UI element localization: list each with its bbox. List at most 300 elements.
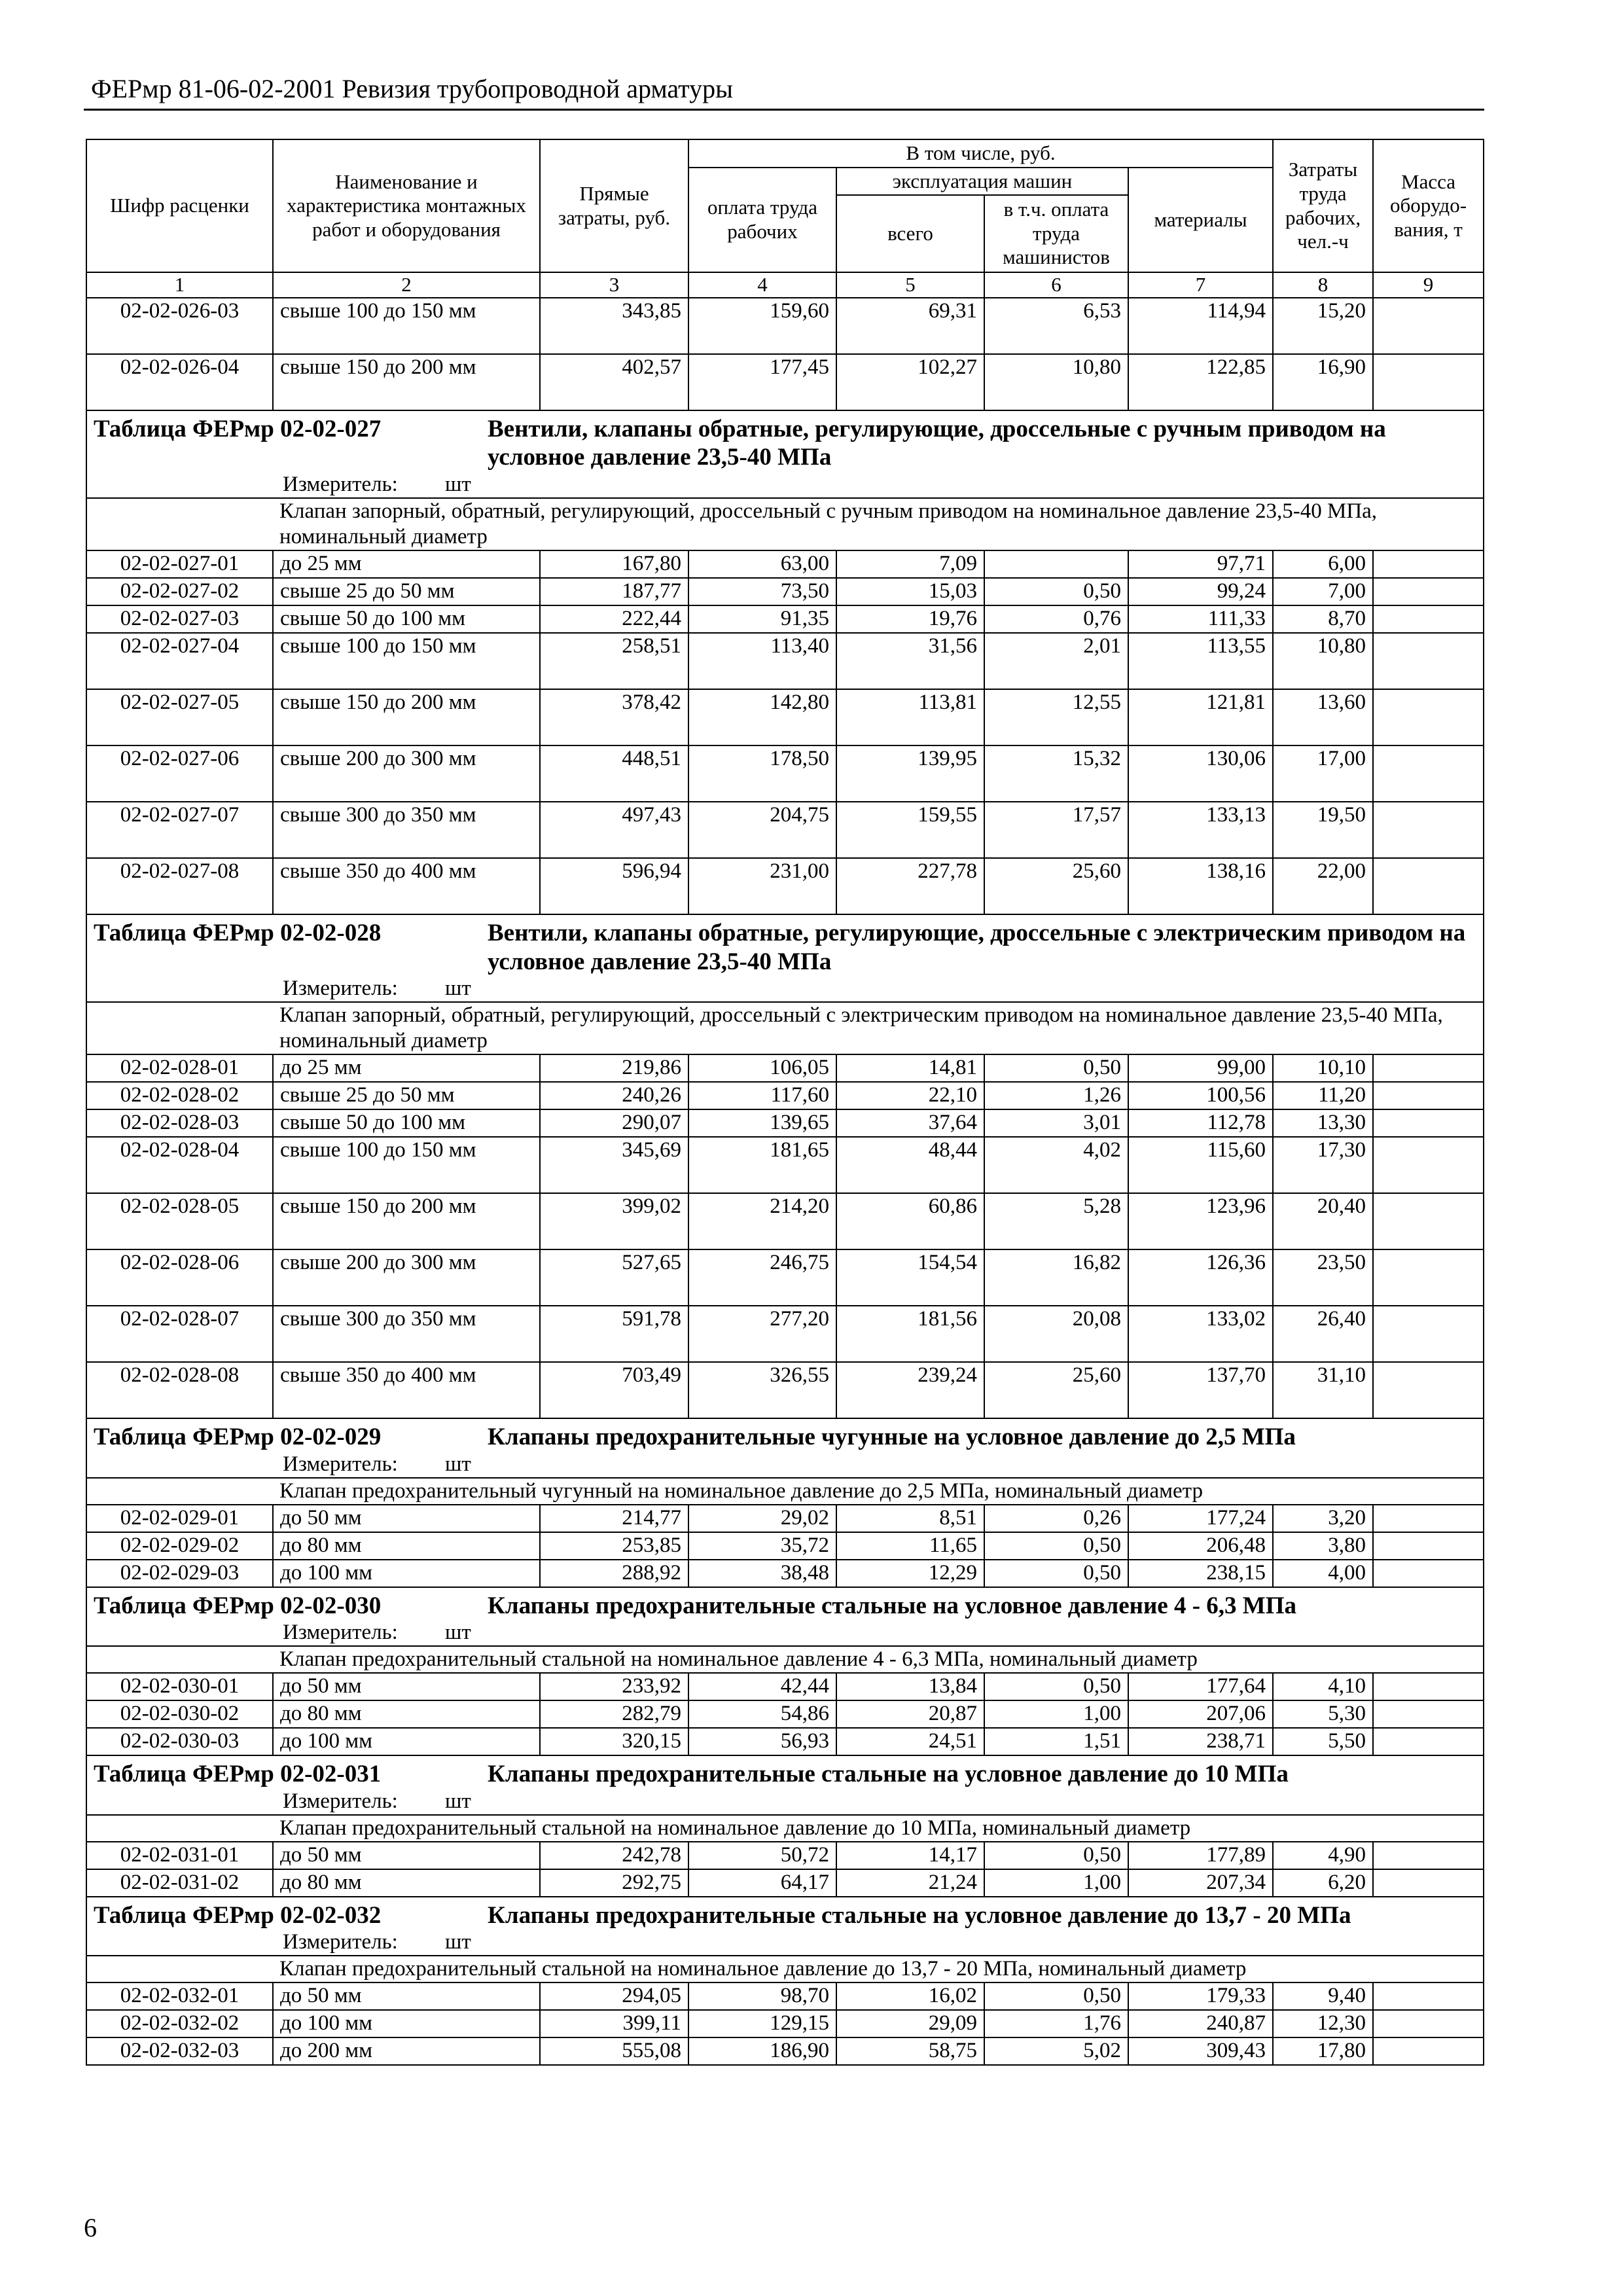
work-name: свыше 100 до 150 мм (273, 298, 540, 354)
section-title: Вентили, клапаны обратные, регулирующие, дроссельные с ручным приводом на условное давление 23,5-40 МПа (488, 415, 1386, 471)
equipment-mass (1373, 2010, 1484, 2037)
rate-code: 02-02-027-08 (86, 858, 273, 914)
rate-code: 02-02-027-02 (86, 578, 273, 605)
rate-code: 02-02-027-07 (86, 802, 273, 858)
unit-row (86, 472, 1484, 498)
machines-pay: 1,76 (984, 2010, 1128, 2037)
unit-value: шт (445, 1452, 471, 1476)
column-numbers-row (86, 272, 1484, 298)
work-name: до 50 мм (273, 1842, 540, 1869)
machines-pay: 0,50 (984, 578, 1128, 605)
rate-code: 02-02-027-04 (86, 633, 273, 689)
work-name: свыше 50 до 100 мм (273, 1109, 540, 1137)
col-header-machines-pay: в т.ч. оплата труда машинистов (984, 195, 1128, 272)
work-name: до 100 мм (273, 1560, 540, 1587)
materials-cost: 112,78 (1128, 1109, 1273, 1137)
labor-pay: 142,80 (688, 689, 836, 745)
materials-cost: 207,06 (1128, 1700, 1273, 1728)
section-label: Таблица ФЕРмр 02-02-028 (94, 919, 382, 946)
unit-value: шт (445, 473, 471, 497)
equipment-mass (1373, 1082, 1484, 1109)
labor-hours: 16,90 (1273, 354, 1373, 410)
col-header-labor-pay: оплата труда рабочих (688, 168, 836, 273)
table-row (86, 802, 1484, 858)
work-name: свыше 350 до 400 мм (273, 1362, 540, 1418)
col-header-machines-total: всего (836, 195, 984, 272)
direct-cost: 497,43 (540, 802, 688, 858)
table-row (86, 633, 1484, 689)
rate-code: 02-02-027-06 (86, 745, 273, 802)
labor-pay: 204,75 (688, 802, 836, 858)
table-row (86, 1306, 1484, 1362)
equipment-mass (1373, 1869, 1484, 1897)
labor-hours: 19,50 (1273, 802, 1373, 858)
work-name: до 50 мм (273, 1673, 540, 1700)
labor-hours: 4,00 (1273, 1560, 1373, 1587)
section-description: Клапан предохранительный стальной на номинальное давление 4 - 6,3 МПа, номинальный диаметр (273, 1646, 1484, 1673)
materials-cost: 99,00 (1128, 1054, 1273, 1082)
labor-hours: 15,20 (1273, 298, 1373, 354)
labor-hours: 5,50 (1273, 1728, 1373, 1755)
equipment-mass (1373, 1306, 1484, 1362)
labor-pay: 246,75 (688, 1249, 836, 1306)
unit-label: Измеритель: (283, 1930, 398, 1954)
work-name: свыше 200 до 300 мм (273, 1249, 540, 1306)
labor-pay: 38,48 (688, 1560, 836, 1587)
rate-code: 02-02-028-02 (86, 1082, 273, 1109)
col-header-machines: эксплуатация машин (836, 168, 1128, 196)
labor-pay: 177,45 (688, 354, 836, 410)
work-name: до 100 мм (273, 2010, 540, 2037)
work-name: свыше 150 до 200 мм (273, 1193, 540, 1249)
rate-code: 02-02-031-01 (86, 1842, 273, 1869)
labor-pay: 29,02 (688, 1505, 836, 1532)
labor-pay: 63,00 (688, 550, 836, 578)
direct-cost: 343,85 (540, 298, 688, 354)
work-name: до 200 мм (273, 2037, 540, 2065)
labor-hours: 12,30 (1273, 2010, 1373, 2037)
materials-cost: 177,64 (1128, 1673, 1273, 1700)
rate-code: 02-02-030-01 (86, 1673, 273, 1700)
unit-label: Измеритель: (283, 1452, 398, 1476)
machines-total: 19,76 (836, 605, 984, 633)
work-name: свыше 50 до 100 мм (273, 605, 540, 633)
machines-pay: 0,50 (984, 1842, 1128, 1869)
direct-cost: 167,80 (540, 550, 688, 578)
table-row (86, 689, 1484, 745)
labor-pay: 214,20 (688, 1193, 836, 1249)
machines-pay: 0,26 (984, 1505, 1128, 1532)
labor-pay: 178,50 (688, 745, 836, 802)
materials-cost: 206,48 (1128, 1532, 1273, 1560)
machines-total: 113,81 (836, 689, 984, 745)
machines-pay: 25,60 (984, 858, 1128, 914)
machines-pay: 0,76 (984, 605, 1128, 633)
table-section-title (86, 1755, 1484, 1789)
machines-pay: 1,00 (984, 1700, 1128, 1728)
direct-cost: 240,26 (540, 1082, 688, 1109)
materials-cost: 114,94 (1128, 298, 1273, 354)
equipment-mass (1373, 802, 1484, 858)
direct-cost: 527,65 (540, 1249, 688, 1306)
table-row (86, 745, 1484, 802)
machines-pay: 1,51 (984, 1728, 1128, 1755)
materials-cost: 111,33 (1128, 605, 1273, 633)
work-name: до 25 мм (273, 1054, 540, 1082)
labor-hours: 10,80 (1273, 633, 1373, 689)
work-name: до 80 мм (273, 1532, 540, 1560)
equipment-mass (1373, 745, 1484, 802)
column-number: 8 (1273, 272, 1373, 298)
table-row (86, 1560, 1484, 1587)
work-name: свыше 150 до 200 мм (273, 689, 540, 745)
table-row (86, 1869, 1484, 1897)
rate-code: 02-02-026-03 (86, 298, 273, 354)
table-row (86, 2010, 1484, 2037)
column-number: 7 (1128, 272, 1273, 298)
equipment-mass (1373, 298, 1484, 354)
direct-cost: 233,92 (540, 1673, 688, 1700)
table-body (86, 298, 1484, 2065)
materials-cost: 100,56 (1128, 1082, 1273, 1109)
labor-hours: 13,60 (1273, 689, 1373, 745)
direct-cost: 345,69 (540, 1137, 688, 1193)
rate-code: 02-02-028-05 (86, 1193, 273, 1249)
section-description-row (86, 1478, 1484, 1505)
materials-cost: 123,96 (1128, 1193, 1273, 1249)
equipment-mass (1373, 605, 1484, 633)
rate-code: 02-02-027-03 (86, 605, 273, 633)
direct-cost: 703,49 (540, 1362, 688, 1418)
table-section-title (86, 1897, 1484, 1930)
labor-hours: 23,50 (1273, 1249, 1373, 1306)
section-description: Клапан предохранительный стальной на номинальное давление до 13,7 - 20 МПа, номинальный диаметр (273, 1956, 1484, 1982)
materials-cost: 177,89 (1128, 1842, 1273, 1869)
labor-pay: 73,50 (688, 578, 836, 605)
work-name: до 25 мм (273, 550, 540, 578)
materials-cost: 113,55 (1128, 633, 1273, 689)
labor-pay: 50,72 (688, 1842, 836, 1869)
table-row (86, 1109, 1484, 1137)
machines-total: 31,56 (836, 633, 984, 689)
rate-code: 02-02-027-01 (86, 550, 273, 578)
materials-cost: 238,71 (1128, 1728, 1273, 1755)
labor-pay: 186,90 (688, 2037, 836, 2065)
direct-cost: 282,79 (540, 1700, 688, 1728)
labor-pay: 129,15 (688, 2010, 836, 2037)
materials-cost: 309,43 (1128, 2037, 1273, 2065)
section-title: Клапаны предохранительные чугунные на условное давление до 2,5 МПа (488, 1423, 1296, 1450)
section-label: Таблица ФЕРмр 02-02-027 (94, 415, 382, 442)
labor-hours: 7,00 (1273, 578, 1373, 605)
equipment-mass (1373, 1137, 1484, 1193)
work-name: свыше 300 до 350 мм (273, 802, 540, 858)
unit-row (86, 1620, 1484, 1646)
labor-pay: 326,55 (688, 1362, 836, 1418)
col-header-name: Наименование и характеристика монтажных работ и оборудования (273, 139, 540, 272)
rate-code: 02-02-030-02 (86, 1700, 273, 1728)
rate-code: 02-02-028-01 (86, 1054, 273, 1082)
direct-cost: 596,94 (540, 858, 688, 914)
work-name: свыше 25 до 50 мм (273, 578, 540, 605)
unit-label: Измеритель: (283, 473, 398, 497)
machines-pay: 1,26 (984, 1082, 1128, 1109)
machines-pay: 0,50 (984, 1982, 1128, 2010)
table-row (86, 1137, 1484, 1193)
column-number: 2 (273, 272, 540, 298)
materials-cost: 130,06 (1128, 745, 1273, 802)
labor-pay: 106,05 (688, 1054, 836, 1082)
machines-total: 48,44 (836, 1137, 984, 1193)
section-title: Клапаны предохранительные стальные на условное давление до 13,7 - 20 МПа (488, 1901, 1351, 1929)
table-row (86, 858, 1484, 914)
work-name: свыше 200 до 300 мм (273, 745, 540, 802)
labor-hours: 5,30 (1273, 1700, 1373, 1728)
labor-pay: 91,35 (688, 605, 836, 633)
column-number: 1 (86, 272, 273, 298)
machines-total: 22,10 (836, 1082, 984, 1109)
unit-row (86, 1452, 1484, 1478)
equipment-mass (1373, 1109, 1484, 1137)
section-label: Таблица ФЕРмр 02-02-030 (94, 1592, 382, 1619)
section-description-row (86, 1646, 1484, 1673)
table-row (86, 1054, 1484, 1082)
page-header-title: ФЕРмр 81-06-02-2001 Ревизия трубопроводной арматуры (91, 74, 733, 103)
table-row (86, 1249, 1484, 1306)
work-name: свыше 100 до 150 мм (273, 633, 540, 689)
table-header (86, 139, 1484, 298)
equipment-mass (1373, 354, 1484, 410)
rate-code: 02-02-032-02 (86, 2010, 273, 2037)
machines-pay (984, 550, 1128, 578)
labor-pay: 277,20 (688, 1306, 836, 1362)
col-header-direct: Прямые затраты, руб. (540, 139, 688, 272)
table-row (86, 1842, 1484, 1869)
machines-total: 29,09 (836, 2010, 984, 2037)
machines-total: 102,27 (836, 354, 984, 410)
table-row (86, 550, 1484, 578)
section-description: Клапан предохранительный стальной на номинальное давление до 10 МПа, номинальный диаметр (273, 1815, 1484, 1842)
equipment-mass (1373, 1193, 1484, 1249)
direct-cost: 399,02 (540, 1193, 688, 1249)
machines-pay: 1,00 (984, 1869, 1128, 1897)
rate-code: 02-02-031-02 (86, 1869, 273, 1897)
rate-code: 02-02-029-01 (86, 1505, 273, 1532)
labor-pay: 64,17 (688, 1869, 836, 1897)
rate-code: 02-02-028-08 (86, 1362, 273, 1418)
equipment-mass (1373, 1532, 1484, 1560)
labor-hours: 17,80 (1273, 2037, 1373, 2065)
rate-code: 02-02-030-03 (86, 1728, 273, 1755)
direct-cost: 187,77 (540, 578, 688, 605)
machines-pay: 20,08 (984, 1306, 1128, 1362)
table-row (86, 1700, 1484, 1728)
machines-total: 7,09 (836, 550, 984, 578)
rate-code: 02-02-032-01 (86, 1982, 273, 2010)
machines-total: 20,87 (836, 1700, 984, 1728)
labor-pay: 113,40 (688, 633, 836, 689)
direct-cost: 591,78 (540, 1306, 688, 1362)
equipment-mass (1373, 633, 1484, 689)
direct-cost: 222,44 (540, 605, 688, 633)
materials-cost: 138,16 (1128, 858, 1273, 914)
equipment-mass (1373, 858, 1484, 914)
section-description-row (86, 1815, 1484, 1842)
labor-pay: 181,65 (688, 1137, 836, 1193)
machines-total: 159,55 (836, 802, 984, 858)
section-description-row (86, 498, 1484, 550)
rates-table (86, 139, 1484, 2066)
rate-code: 02-02-029-03 (86, 1560, 273, 1587)
labor-pay: 117,60 (688, 1082, 836, 1109)
machines-total: 21,24 (836, 1869, 984, 1897)
machines-total: 239,24 (836, 1362, 984, 1418)
equipment-mass (1373, 550, 1484, 578)
rate-code: 02-02-032-03 (86, 2037, 273, 2065)
unit-value: шт (445, 1621, 471, 1645)
column-number: 6 (984, 272, 1128, 298)
direct-cost: 288,92 (540, 1560, 688, 1587)
machines-pay: 25,60 (984, 1362, 1128, 1418)
section-label: Таблица ФЕРмр 02-02-029 (94, 1423, 382, 1450)
table-row (86, 605, 1484, 633)
materials-cost: 133,13 (1128, 802, 1273, 858)
machines-total: 11,65 (836, 1532, 984, 1560)
machines-pay: 16,82 (984, 1249, 1128, 1306)
equipment-mass (1373, 1700, 1484, 1728)
section-description: Клапан предохранительный чугунный на номинальное давление до 2,5 МПа, номинальный диаметр (273, 1478, 1484, 1505)
header-rule (84, 109, 1484, 111)
unit-label: Измеритель: (283, 977, 398, 1001)
work-name: до 80 мм (273, 1869, 540, 1897)
col-header-incl: В том числе, руб. (688, 139, 1273, 168)
unit-row (86, 976, 1484, 1002)
materials-cost: 121,81 (1128, 689, 1273, 745)
rate-code: 02-02-029-02 (86, 1532, 273, 1560)
equipment-mass (1373, 578, 1484, 605)
table-row (86, 1532, 1484, 1560)
section-description-row (86, 1956, 1484, 1982)
machines-pay: 17,57 (984, 802, 1128, 858)
machines-total: 60,86 (836, 1193, 984, 1249)
equipment-mass (1373, 1249, 1484, 1306)
direct-cost: 253,85 (540, 1532, 688, 1560)
direct-cost: 214,77 (540, 1505, 688, 1532)
materials-cost: 179,33 (1128, 1982, 1273, 2010)
labor-hours: 3,80 (1273, 1532, 1373, 1560)
labor-hours: 17,00 (1273, 745, 1373, 802)
materials-cost: 99,24 (1128, 578, 1273, 605)
machines-total: 154,54 (836, 1249, 984, 1306)
work-name: свыше 150 до 200 мм (273, 354, 540, 410)
direct-cost: 448,51 (540, 745, 688, 802)
labor-hours: 6,20 (1273, 1869, 1373, 1897)
table-row (86, 298, 1484, 354)
materials-cost: 177,24 (1128, 1505, 1273, 1532)
machines-pay: 5,28 (984, 1193, 1128, 1249)
table-row (86, 1193, 1484, 1249)
direct-cost: 378,42 (540, 689, 688, 745)
direct-cost: 320,15 (540, 1728, 688, 1755)
machines-pay: 6,53 (984, 298, 1128, 354)
machines-total: 69,31 (836, 298, 984, 354)
labor-pay: 231,00 (688, 858, 836, 914)
table-row (86, 1362, 1484, 1418)
column-number: 9 (1373, 272, 1484, 298)
machines-total: 58,75 (836, 2037, 984, 2065)
section-label: Таблица ФЕРмр 02-02-031 (94, 1761, 382, 1788)
column-number: 5 (836, 272, 984, 298)
direct-cost: 242,78 (540, 1842, 688, 1869)
equipment-mass (1373, 1505, 1484, 1532)
materials-cost: 97,71 (1128, 550, 1273, 578)
machines-total: 13,84 (836, 1673, 984, 1700)
section-title: Клапаны предохранительные стальные на условное давление до 10 МПа (488, 1761, 1289, 1788)
col-header-code: Шифр расценки (86, 139, 273, 272)
machines-pay: 0,50 (984, 1673, 1128, 1700)
section-title: Вентили, клапаны обратные, регулирующие, дроссельные с электрическим приводом на условное давление 23,5-40 МПа (488, 919, 1466, 975)
table-row (86, 1728, 1484, 1755)
equipment-mass (1373, 1842, 1484, 1869)
labor-pay: 139,65 (688, 1109, 836, 1137)
direct-cost: 219,86 (540, 1054, 688, 1082)
labor-hours: 11,20 (1273, 1082, 1373, 1109)
labor-hours: 26,40 (1273, 1306, 1373, 1362)
table-row (86, 1505, 1484, 1532)
labor-hours: 3,20 (1273, 1505, 1373, 1532)
machines-pay: 0,50 (984, 1054, 1128, 1082)
section-description-row (86, 1002, 1484, 1054)
unit-label: Измеритель: (283, 1789, 398, 1813)
machines-pay: 0,50 (984, 1560, 1128, 1587)
labor-hours: 8,70 (1273, 605, 1373, 633)
equipment-mass (1373, 1673, 1484, 1700)
rate-code: 02-02-026-04 (86, 354, 273, 410)
labor-hours: 4,90 (1273, 1842, 1373, 1869)
table-section-title (86, 410, 1484, 472)
equipment-mass (1373, 1054, 1484, 1082)
col-header-materials: материалы (1128, 168, 1273, 273)
unit-row (86, 1929, 1484, 1956)
labor-hours: 6,00 (1273, 550, 1373, 578)
work-name: до 50 мм (273, 1982, 540, 2010)
equipment-mass (1373, 1560, 1484, 1587)
labor-hours: 13,30 (1273, 1109, 1373, 1137)
machines-total: 24,51 (836, 1728, 984, 1755)
materials-cost: 238,15 (1128, 1560, 1273, 1587)
table-row (86, 578, 1484, 605)
direct-cost: 258,51 (540, 633, 688, 689)
section-title: Клапаны предохранительные стальные на условное давление 4 - 6,3 МПа (488, 1592, 1296, 1619)
labor-hours: 4,10 (1273, 1673, 1373, 1700)
equipment-mass (1373, 1728, 1484, 1755)
col-header-labor-cost: Затраты труда рабочих, чел.-ч (1273, 139, 1373, 272)
machines-total: 15,03 (836, 578, 984, 605)
labor-hours: 20,40 (1273, 1193, 1373, 1249)
labor-hours: 17,30 (1273, 1137, 1373, 1193)
machines-total: 8,51 (836, 1505, 984, 1532)
work-name: свыше 350 до 400 мм (273, 858, 540, 914)
equipment-mass (1373, 1982, 1484, 2010)
direct-cost: 294,05 (540, 1982, 688, 2010)
machines-pay: 5,02 (984, 2037, 1128, 2065)
materials-cost: 137,70 (1128, 1362, 1273, 1418)
unit-label: Измеритель: (283, 1621, 398, 1645)
column-number: 3 (540, 272, 688, 298)
table-row (86, 1673, 1484, 1700)
page-number: 6 (84, 2213, 97, 2242)
materials-cost: 122,85 (1128, 354, 1273, 410)
